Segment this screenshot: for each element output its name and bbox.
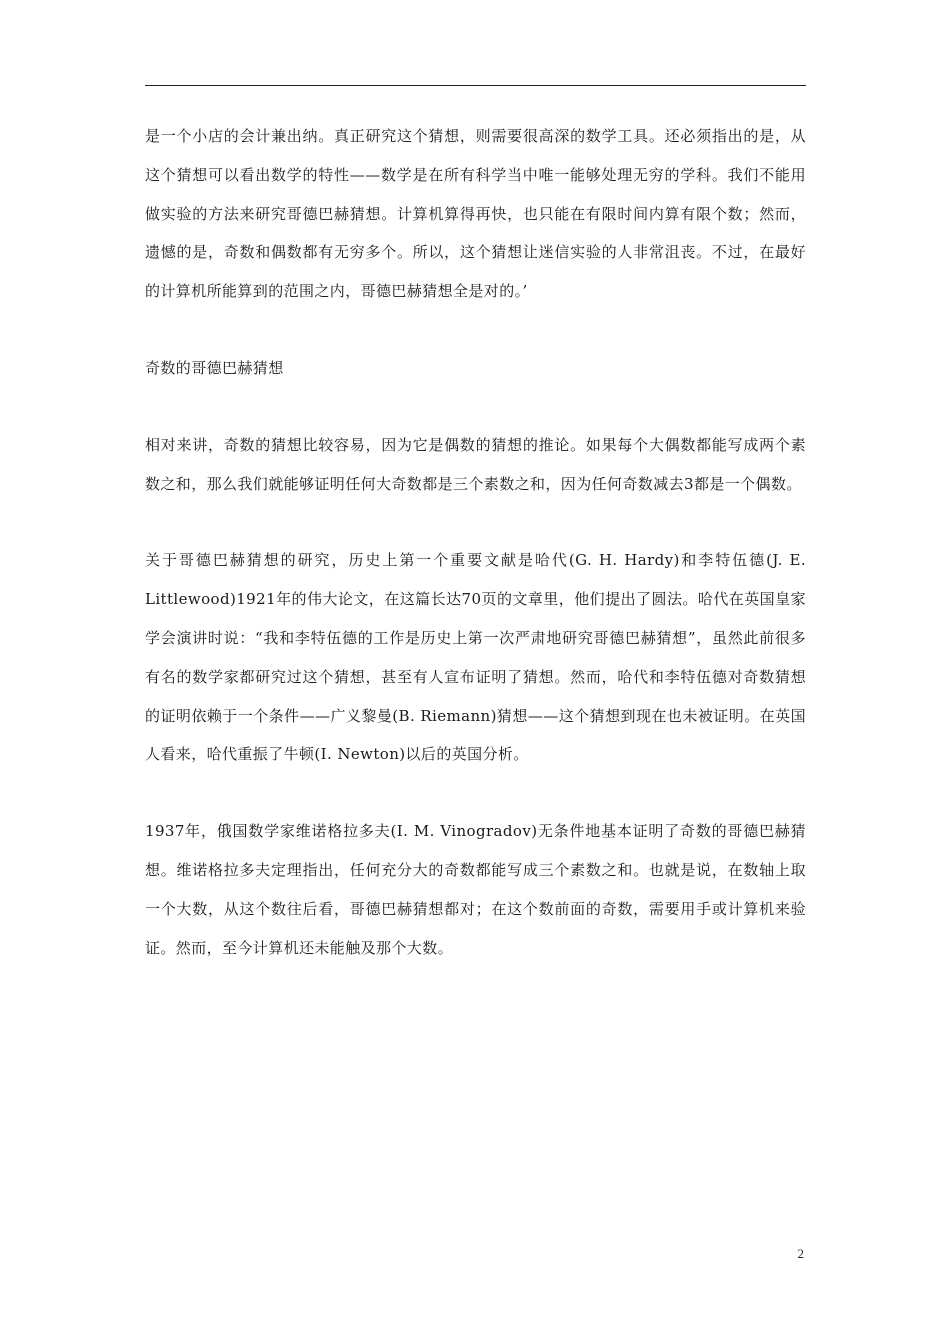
header-rule <box>145 85 806 86</box>
section-heading: 奇数的哥德巴赫猜想 <box>145 358 284 377</box>
paragraph-4: 1937年，俄国数学家维诺格拉多夫(I. M. Vinogradov)无条件地基本证明了奇数的哥德巴赫猜想。维诺格拉多夫定理指出，任何充分大的奇数都能写成三个素数之和。也就是说，在数轴上取一个大数，从这个数往后看，哥德巴赫猜想都对；在这个数前面的奇数，需要用手或计算机来验证。然而，至今计算机还未能触及那个大数。 <box>145 822 806 957</box>
paragraph-3: 关于哥德巴赫猜想的研究，历史上第一个重要文献是哈代(G. H. Hardy)和李特伍德(J. E. Littlewood)1921年的伟大论文，在这篇长达70页的文章里，他们提出了圆法。哈代在英国皇家学会演讲时说：“我和李特伍德的工作是历史上第一次严肃地研究哥德巴赫猜想”，虽然此前很多有名的数学家都研究过这个猜想，甚至有人宣布证明了猜想。然而，哈代和李特伍德对奇数猜想的证明依赖于一个条件——广义黎曼(B. Riemann)猜想——这个猜想到现在也未被证明。在英国人看来，哈代重振了牛顿(I. Newton)以后的英国分析。 <box>145 551 806 764</box>
document-body <box>145 117 806 967</box>
paragraph-1: 是一个小店的会计兼出纳。真正研究这个猜想，则需要很高深的数学工具。还必须指出的是，从这个猜想可以看出数学的特性——数学是在所有科学当中唯一能够处理无穷的学科。我们不能用做实验的方法来研究哥德巴赫猜想。计算机算得再快，也只能在有限时间内算有限个数；然而，遗憾的是，奇数和偶数都有无穷多个。所以，这个猜想让迷信实验的人非常沮丧。不过，在最好的计算机所能算到的范围之内，哥德巴赫猜想全是对的。’ <box>145 127 806 301</box>
page-number: 2 <box>797 1246 804 1261</box>
paragraph-2: 相对来讲，奇数的猜想比较容易，因为它是偶数的猜想的推论。如果每个大偶数都能写成两个素数之和，那么我们就能够证明任何大奇数都是三个素数之和，因为任何奇数减去3都是一个偶数。 <box>145 435 806 493</box>
